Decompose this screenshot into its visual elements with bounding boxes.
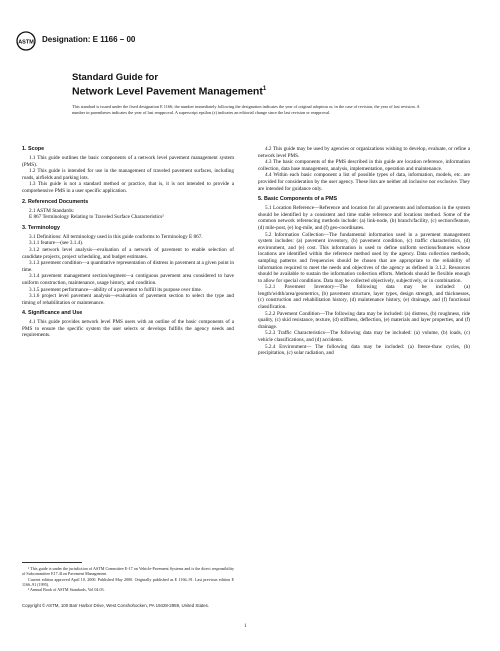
footnote: ² Annual Book of ASTM Standards, Vol 04.03. (28, 587, 105, 593)
paragraph: 3.1.5 pavement performance—ability of a pavement to fulfill its purpose over time. (29, 286, 203, 293)
paragraph: 1.2 This guide is intended for use in the management of traveled pavement surfaces, including roads, airfields and parking lots. (22, 168, 234, 181)
paragraph: 3.1.2 network level analysis—evaluation of a network of pavement to enable selection of candidate projects, project scheduling, and budget estimates. (22, 246, 234, 260)
paragraph: 5.2.2 Pavement Condition—The following data may be included: (a) distress, (b) roughness, ride quality, (c) skid resistance, texture, (d) stiffness, deflection, (e) materials and layer properties, and (f) drainage. (258, 310, 470, 330)
footnotes (22, 566, 234, 592)
section-heading: 5. Basic Components of a PMS (258, 196, 338, 203)
footnote-divider (22, 562, 82, 563)
paragraph: 2.1 ASTM Standards: (29, 207, 75, 214)
title-line1: Standard Guide for (72, 72, 159, 83)
title-line2-text: Network Level Pavement Management (72, 85, 263, 98)
paragraph: 3.1.6 project level pavement analysis—evaluation of pavement section to select the type and timing of rehabilitation or maintenance. (22, 293, 234, 306)
paragraph: 4.4 Within each basic component a list of possible types of data, information, models, etc. are provided for consideration by the user agency. These lists are neither all inclusive nor exclusive. They are intended for guidance only. (258, 172, 470, 192)
paragraph: 5.2 Information Collection—The fundamental information used in a pavement management system includes: (a) pavement inventory, (b) pavement condition, (c) traffic characteristics, (d) environment, and (e) cost. This information is used to define uniform sections/features whose locations are identified within the reference method used by the agency. Data collection methods, sampling patterns and frequencies should be chosen that are appropriate to the reliability of information required to meet the needs and objectives of the agency as defined in 3.1.2. Resources should be available to sustain the information collection efforts. Methods should be flexible enough to allow for special conditions. Data may be collected objectively, subjectively, or in combination. (258, 231, 470, 284)
paragraph: 3.1.3 pavement condition—a quantitative representation of distress in pavement at a given point in time. (22, 260, 234, 273)
paragraph: 4.2 This guide may be used by agencies or organizations wishing to develop, evaluate, or refine a network level PMS. (258, 146, 470, 159)
logo-text: ASTM (18, 39, 34, 46)
copyright-notice: Copyright © ASTM, 100 Barr Harbor Drive, West Conshohocken, PA 19428-2959, United States. (22, 603, 210, 608)
paragraph: 4.1 This guide provides network level PMS users with an outline of the basic components of a PMS to ensure the specific system the user selects or develops fulfills the agency needs and requirements. (22, 319, 234, 339)
astm-logo (16, 30, 36, 52)
paragraph: 3.1.1 feature—(see 3.1.4). (29, 240, 84, 247)
designation: Designation: E 1166 – 00 (42, 35, 136, 44)
paragraph: E 867 Terminology Relating to Traveled Surface Characteristics² (29, 214, 164, 221)
left-column (22, 146, 234, 339)
notice-text: This standard is issued under the fixed designation E 1166; the number immediately following the designation indicates the year of original adoption or, in the case of revision, the year of last revision. A number in parentheses indicates the year of last reapproval. A superscript epsilon (ε) indicates an editorial change since the last revision or reapproval. (72, 104, 420, 116)
paragraph: 5.2.1 Pavement Inventory—The following data may be included: (a) length/width/area/geometrics, (b) pavement structure, layer types, design strength, and thicknesses, (c) construction and rehabilitation history, (d) maintenance history, (e) drainage, and (f) functional classification. (258, 284, 470, 311)
footnote: Current edition approved April 10, 2000. Published May 2000. Originally published as E 1166–91. Last previous edition E 1166–91 (1995). (22, 576, 234, 587)
paragraph: 1.3 This guide is not a standard method or practice, that is, it is not intended to provide a comprehensive PMS in a user specific application. (22, 181, 234, 194)
page-number: 1 (244, 624, 247, 629)
right-column (258, 146, 470, 357)
paragraph: 5.2.4 Environment— The following data may be included: (a) freeze-thaw cycles, (b) precipitation, (c) solar radiation, and (258, 343, 470, 357)
paragraph: 5.1 Location Reference—Reference and location for all pavements and information in the system should be identified by a consistent and time stable reference and locations method. Some of the common network referencing methods include: (a) link-node, (b) branch/facility, (c) section/feature, (d) mile-post, (e) log-mile, and (f) geo-coordinates. (258, 205, 470, 231)
section-heading: 1. Scope (22, 146, 45, 152)
section-heading: 3. Terminology (22, 224, 60, 231)
paragraph: 3.1.4 pavement management section/segment—a contiguous pavement area considered to have uniform construction, maintenance, usage history, and condition. (22, 273, 234, 286)
paragraph: 1.1 This guide outlines the basic components of a network level pavement management system (PMS). (22, 155, 234, 168)
paragraph: 3.1 Definitions: All terminology used in this guide conforms to Terminology E 867. (29, 233, 203, 240)
paragraph: 4.3 The basic components of the PMS described in this guide are location reference, information collection, data base management, analysis, implementation, operation and maintenance. (258, 159, 470, 172)
section-heading: 2. Referenced Documents (22, 198, 89, 205)
title-block (72, 72, 266, 98)
footnote: ¹ This guide is under the jurisdiction of ASTM Committee E-17 on Vehicle-Pavement Systems and is the direct responsibility of Subcommittee E17.41on Pavement Management (22, 566, 234, 577)
title-footnote-ref: 1 (262, 86, 267, 92)
section-heading: 4. Significance and Use (22, 310, 83, 317)
paragraph: 5.2.3 Traffic Characteristics—The following data may be included: (a) volume, (b) loads, (c) vehicle classifications, and (d) accidents. (258, 330, 470, 344)
title-line2 (72, 83, 266, 98)
